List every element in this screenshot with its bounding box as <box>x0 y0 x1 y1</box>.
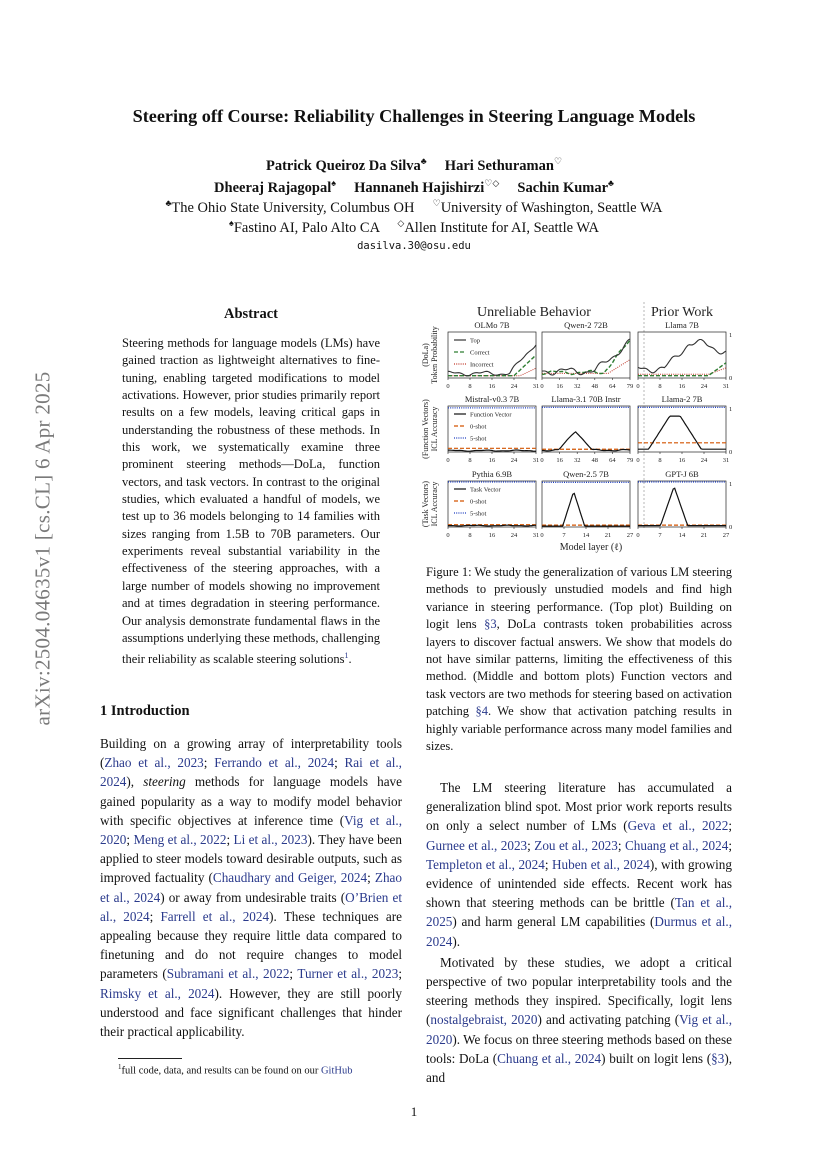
citation-link[interactable]: Gurnee et al., 2023 <box>426 837 528 853</box>
affiliation-line-2 <box>0 218 828 237</box>
figure-header-left: Unreliable Behavior <box>477 305 591 320</box>
series-vector <box>448 525 536 526</box>
paragraph-text: The LM steering literature has accumulated a generalization blind spot. Most prior work reports results on only a select number of LMs ( <box>426 780 732 834</box>
affiliation-line-1 <box>0 198 828 217</box>
legend-label: Task Vector <box>470 486 501 494</box>
tick-label: 16 <box>488 532 496 539</box>
footnote-text: full code, data, and results can be found on our <box>121 1065 321 1077</box>
panel-title: Llama-3.1 70B Instr <box>551 394 621 404</box>
intro-paragraph-1 <box>100 734 402 1041</box>
right-tick-label: 0 <box>729 524 733 531</box>
tick-label: 0 <box>540 532 544 539</box>
series-vector <box>448 450 536 451</box>
author-name: Patrick Queiroz Da Silva <box>265 157 421 174</box>
panel-frame <box>448 332 536 378</box>
tick-label: 0 <box>540 457 544 464</box>
tick-label: 21 <box>604 532 612 539</box>
tick-label: 31 <box>722 457 730 464</box>
tick-label: 64 <box>609 457 616 464</box>
tick-label: 16 <box>678 383 686 390</box>
author-line-1 <box>0 156 828 175</box>
author-name: Sachin Kumar <box>517 179 609 196</box>
series-correct <box>542 340 630 374</box>
tick-label: 8 <box>658 457 662 464</box>
intro-paragraph-3 <box>426 953 732 1087</box>
tick-label: 79 <box>626 383 634 390</box>
affiliation: The Ohio State University, Columbus OH <box>171 199 415 216</box>
tick-label: 27 <box>626 532 634 539</box>
paragraph-text: ; <box>728 818 732 834</box>
tick-label: 24 <box>700 457 708 464</box>
citation-link[interactable]: Zou et al., 2023 <box>534 837 618 853</box>
affiliation: Allen Institute for AI, Seattle WA <box>404 219 599 236</box>
paragraph-text: ). We focus on three steering methods based on these tools: DoLa ( <box>426 1031 732 1066</box>
affiliation-mark: ♣ <box>420 156 427 166</box>
figure-panels <box>421 320 732 539</box>
citation-link[interactable]: §3 <box>711 1050 725 1066</box>
series-vector <box>638 416 726 449</box>
tick-label: 0 <box>446 383 450 390</box>
affiliation-mark: ♡ <box>432 198 441 208</box>
tick-label: 7 <box>562 532 566 539</box>
tick-label: 0 <box>446 457 450 464</box>
affiliation-mark: ♠ <box>229 218 234 228</box>
citation-link[interactable]: Tan et al., 2025 <box>426 895 732 930</box>
tick-label: 27 <box>722 532 730 539</box>
affiliation: University of Washington, Seattle WA <box>440 199 663 216</box>
tick-label: 24 <box>700 383 708 390</box>
tick-label: 24 <box>510 383 518 390</box>
citation-link[interactable]: Chuang et al., 2024 <box>624 837 729 853</box>
tick-label: 8 <box>468 532 472 539</box>
tick-label: 31 <box>532 457 540 464</box>
citation-link[interactable]: Huben et al., 2024 <box>552 856 650 872</box>
paragraph-text: ). <box>452 933 461 949</box>
series-top <box>542 339 630 375</box>
tick-label: 79 <box>626 457 634 464</box>
tick-label: 16 <box>678 457 686 464</box>
citation-link[interactable]: Vig et al., 2020 <box>426 1012 733 1047</box>
panel-title: GPT-J 6B <box>665 469 699 479</box>
paragraph-text: Motivated by these studies, we adopt a critical perspective of two popular interpretability tools and the steering methods they inspired. Specifically, logit lens ( <box>426 954 732 1028</box>
footnote <box>118 1063 352 1077</box>
tick-label: 31 <box>532 532 540 539</box>
abstract-heading: Abstract <box>224 306 278 322</box>
paragraph-text: ; <box>398 966 402 982</box>
abstract-text: Steering methods for language models (LMs) have gained traction as lightweight alternatives to fine-tuning, enabling targeted modifications to model activations. However, prior studies primarily report results on a few models, leaving critical gaps in understanding the robustness of these methods. In this work, we systematically examine three prominent steering methods—DoLa, function vectors, and task vectors. In contrast to the original studies, which evaluated a handful of models, we test up to 36 models belonging to 14 families with sizes ranging from 1.5B to 70B parameters. Our experiments reveal substantial variability in the effectiveness of the steering approaches, with a large number of models showing no improvement and at times degradation in steering performance. Our analysis demonstrate fundamental flaws in the assumptions underlying these methods, challenging their reliability as scalable steering solutions <box>122 336 380 667</box>
panel-title: OLMo 7B <box>474 320 510 330</box>
figure-header-right: Prior Work <box>650 305 714 320</box>
paragraph-text: ). They have been applied to steer models toward desirable outputs, such as improved factuality ( <box>100 832 402 886</box>
tick-label: 16 <box>488 457 496 464</box>
figure-1 <box>420 298 740 556</box>
citation-link[interactable]: Turner et al., 2023 <box>297 966 399 982</box>
tick-label: 0 <box>636 532 640 539</box>
paragraph-text: ; <box>617 837 625 853</box>
paragraph-text: ; <box>126 832 134 848</box>
citation-link[interactable]: Zhao et al., 2023 <box>104 755 204 771</box>
panel-title: Qwen-2 72B <box>564 320 608 330</box>
row-ylabel-bottom: Token Probability <box>430 326 439 384</box>
citation-link[interactable]: Rai et al., 2024 <box>100 755 402 790</box>
citation-link[interactable]: Chuang et al., 2024 <box>497 1050 602 1066</box>
affiliation-mark: ♠ <box>331 178 337 188</box>
citation-link[interactable]: §4 <box>475 704 488 719</box>
citation-link[interactable]: Vig et al., 2020 <box>100 812 402 848</box>
figure-xlabel: Model layer (ℓ) <box>559 542 623 553</box>
author-name: Hannaneh Hajishirzi <box>354 179 485 196</box>
author-line-2 <box>0 178 828 197</box>
paragraph-text: Figure 1: We study the generalization of various LM steering methods to previously unstudied models and find high variance in steering performance. (Top plot) Building on logit lens <box>426 565 732 632</box>
paragraph-text: ). These techniques are appealing because they require little data compared to finetuning and do not require changes to model parameters ( <box>100 908 402 982</box>
tick-label: 0 <box>540 383 544 390</box>
tick-label: 16 <box>556 457 563 464</box>
paragraph-text: ) and harm general LM capabilities ( <box>452 914 655 930</box>
series-vector <box>638 488 726 525</box>
panel-title: Llama 7B <box>665 320 699 330</box>
tick-label: 8 <box>468 383 472 390</box>
affiliation-mark: ♣ <box>608 178 614 188</box>
panel-title: Llama-2 7B <box>661 394 703 404</box>
citation-link[interactable]: nostalgebraist, 2020 <box>430 1012 538 1028</box>
row-ylabel-top: (DoLa) <box>421 343 430 367</box>
citation-link[interactable]: §3 <box>484 617 497 632</box>
emphasis-text: steering <box>143 774 186 790</box>
tick-label: 31 <box>722 383 730 390</box>
footnote-mark: 1 <box>118 1063 122 1071</box>
tick-label: 0 <box>636 457 640 464</box>
intro-paragraph-2 <box>426 778 732 951</box>
tick-label: 0 <box>446 532 450 539</box>
paragraph-text: , DoLa contrasts token probabilities across layers to discover factual answers. We show that models do not have similar patterns, limiting the effectiveness of this method. (Middle and bottom plots) Function vectors and task vectors are two methods for steering based on activation patching <box>426 617 732 719</box>
panel-title: Mistral-v0.3 7B <box>464 394 520 404</box>
author-name: Dheeraj Rajagopal <box>214 179 332 196</box>
paragraph-text: ) or away from undesirable traits ( <box>160 889 346 905</box>
tick-label: 31 <box>532 383 540 390</box>
legend-label: 0-shot <box>470 423 487 431</box>
tick-label: 0 <box>636 383 640 390</box>
tick-label: 16 <box>488 383 496 390</box>
panel-title: Qwen-2.5 7B <box>563 469 609 479</box>
author-name: Hari Sethuraman <box>444 157 554 174</box>
tick-label: 8 <box>468 457 472 464</box>
author-email[interactable]: dasilva.30@osu.edu <box>357 240 471 252</box>
citation-link[interactable]: Meng et al., 2022 <box>133 832 227 848</box>
paragraph-text: ), with growing evidence of unintended side effects. Recent work has shown that steering methods can be brittle ( <box>426 856 732 911</box>
panel-frame <box>542 406 630 452</box>
row-ylabel-top: (Task Vectors) <box>421 480 430 528</box>
tick-label: 16 <box>556 383 563 390</box>
right-tick-label: 1 <box>729 406 733 413</box>
right-tick-label: 1 <box>729 332 733 339</box>
citation-link[interactable]: Geva et al., 2022 <box>627 818 729 834</box>
page-number: 1 <box>410 1104 418 1119</box>
legend-label: 5-shot <box>470 435 487 443</box>
tick-label: 21 <box>700 532 708 539</box>
paragraph-text: . We show that activation patching results in highly variable performance across many model families and sizes. <box>426 704 732 754</box>
right-tick-label: 1 <box>729 481 733 488</box>
affiliation-mark: ◇ <box>397 218 405 228</box>
legend-label: 0-shot <box>470 498 487 506</box>
citation-link[interactable]: Ferrando et al., 2024 <box>214 755 335 771</box>
tick-label: 7 <box>658 532 662 539</box>
tick-label: 24 <box>510 457 518 464</box>
series-vector <box>542 493 630 526</box>
paragraph-text: ; <box>544 856 553 872</box>
legend-label: Correct <box>470 349 490 357</box>
paragraph-text: ; <box>367 870 375 886</box>
citation-link[interactable]: Subramani et al., 2022 <box>166 966 290 982</box>
paragraph-text: ; <box>203 755 215 771</box>
paragraph-text: ; <box>527 837 535 853</box>
legend-label: Incorrect <box>470 361 494 369</box>
tick-label: 32 <box>573 383 581 390</box>
paragraph-text: ), <box>126 774 144 790</box>
footnote-ref[interactable]: 1 <box>344 651 349 661</box>
panel-frame <box>542 481 630 527</box>
right-tick-label: 0 <box>729 449 733 456</box>
row-ylabel-top: (Function Vectors) <box>421 399 430 459</box>
paragraph-text: ) and activating patching ( <box>537 1012 680 1028</box>
citation-link[interactable]: Durmus et al., 2024 <box>426 914 732 949</box>
tick-label: 14 <box>582 532 590 539</box>
affiliation: Fastino AI, Palo Alto CA <box>233 219 380 236</box>
citation-link[interactable]: Chaudhary and Geiger, 2024 <box>212 870 368 886</box>
series-correct <box>638 363 726 376</box>
paragraph-text: ). However, they are still poorly understood and face significant challenges that hinder their practical applicability. <box>100 985 402 1040</box>
figure-caption <box>426 564 732 755</box>
arxiv-identifier: arXiv:2504.04635v1 [cs.CL] 6 Apr 2025 <box>30 371 55 726</box>
tick-label: 48 <box>591 383 599 390</box>
series-top <box>638 340 726 373</box>
tick-label: 24 <box>510 532 518 539</box>
series-top <box>448 345 536 376</box>
citation-link[interactable]: Farrell et al., 2024 <box>160 908 270 924</box>
panel-frame <box>638 481 726 527</box>
tick-label: 8 <box>658 383 662 390</box>
tick-label: 64 <box>609 383 616 390</box>
series-vector <box>542 432 630 451</box>
citation-link[interactable]: Li et al., 2023 <box>233 832 308 848</box>
legend-label: Top <box>470 337 481 345</box>
affiliation-mark: ♡ <box>553 156 563 166</box>
series-incorrect <box>448 368 536 376</box>
tick-label: 14 <box>678 532 686 539</box>
section-heading-introduction: 1 Introduction <box>100 703 190 719</box>
paragraph-text: ; <box>226 832 234 848</box>
intro-right-column <box>426 778 732 1087</box>
panel-frame <box>638 332 726 378</box>
citation-link[interactable]: Zhao et al., 2024 <box>100 870 402 905</box>
tick-label: 48 <box>591 457 599 464</box>
affiliation-mark: ♡◇ <box>484 178 500 188</box>
tick-label: 32 <box>573 457 581 464</box>
paragraph-text: methods for language models have gained popularity as a way to modify model behavior with specific objectives at inference time ( <box>100 774 402 828</box>
paragraph-text: ; <box>334 755 345 771</box>
abstract-body: Steering methods for language models (LMs) have gained traction as lightweight alternatives to fine-tuning, enabling targeted modifications to model activations. However, prior studies primarily report results on a few models, leaving critical gaps in understanding the robustness of these methods. In this work, we systematically examine three prominent steering methods—DoLa, function vectors, and task vectors. In contrast to the original studies, which evaluated a handful of models, we test up to 36 models belonging to 14 families with sizes ranging from 1.5B to 70B parameters. Our experiments reveal substantial variability in the effectiveness of the steering approaches, with a large number of models showing no improvement and at times degradation in steering performance. Our analysis demonstrate fundamental flaws in the assumptions underlying these methods, challenging their reliability as scalable steering solutions$^1$. <box>122 336 380 667</box>
footnote-rule <box>118 1058 182 1059</box>
paragraph-text: ), and <box>426 1050 733 1086</box>
citation-link[interactable]: Templeton et al., 2024 <box>426 856 545 872</box>
row-ylabel-bottom: ICL Accuracy <box>430 406 439 452</box>
paragraph-text: ; <box>728 837 733 853</box>
paper-title: Steering off Course: Reliability Challenges in Steering Language Models <box>132 106 696 126</box>
paragraph-text: ) built on logit lens ( <box>601 1050 712 1066</box>
panel-title: Pythia 6.9B <box>471 469 513 479</box>
affiliation-mark: ♣ <box>165 198 172 208</box>
github-link[interactable]: GitHub <box>320 1065 353 1077</box>
right-tick-label: 0 <box>729 375 733 382</box>
legend-label: 5-shot <box>470 510 487 518</box>
paragraph-text: ; <box>289 966 298 982</box>
paragraph-text: ; <box>149 908 161 924</box>
row-ylabel-bottom: ICL Accuracy <box>430 481 439 527</box>
citation-link[interactable]: Rimsky et al., 2024 <box>100 985 215 1001</box>
citation-link[interactable]: O’Brien et al., 2024 <box>100 889 402 924</box>
legend-label: Function Vector <box>470 411 512 419</box>
paragraph-text: Building on a growing array of interpretability tools ( <box>100 736 402 771</box>
